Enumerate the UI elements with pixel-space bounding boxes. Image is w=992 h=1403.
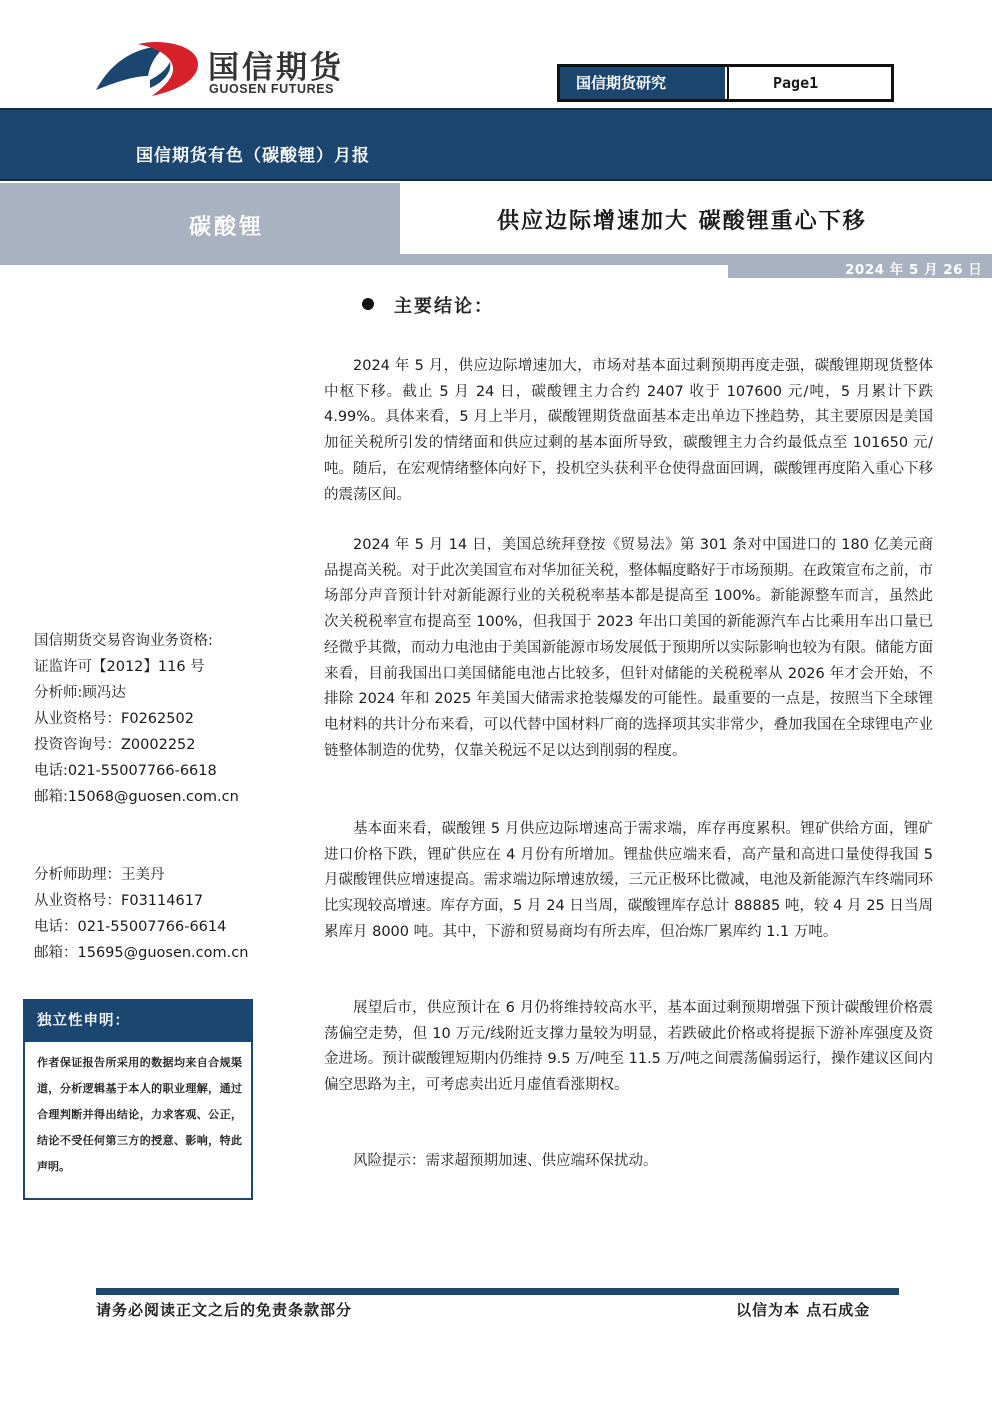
independence-text: 作者保证报告所采用的数据均来自合规渠道，分析逻辑基于本人的职业理解，通过合理判断并得出结论，力求客观、公正，结论不受任何第三方的授意、影响，特此声明。: [37, 1056, 242, 1173]
bullet-icon: [362, 298, 374, 310]
section-title: 主要结论：: [394, 296, 494, 317]
page-number: Page1: [727, 67, 891, 99]
paragraph-fundamentals: 基本面来看，碳酸锂 5 月供应边际增速高于需求端，库存再度累积。锂矿供给方面，锂矿进口价格下跌，锂矿供应在 4 月份有所增加。锂盐供应端来看，高产量和高进口量使得我国 5 月碳酸锂供应增速提高。需求端边际增速放缓，三元正极环比微减，电池及新能源汽车终端同环比实现较高增速。库存方面，5 月 24 日当周，碳酸锂库存总计 88885 吨，较 4 月 25 日当周累库月 8000 吨。其中，下游和贸易商均有所去库，但冶炼厂累库约 1.1 万吨。: [324, 821, 933, 940]
report-headline: 供应边际增速加大 碳酸锂重心下移: [497, 209, 867, 234]
assistant-info: [34, 862, 284, 966]
footer-rule: [96, 1288, 899, 1295]
report-date: 2024 年 5 月 26 日: [845, 262, 983, 278]
assistant-phone: 电话：021-55007766-6614: [34, 919, 227, 935]
logo-text-en: GUOSEN FUTURES: [209, 82, 335, 96]
analyst-name: 分析师:顾冯达: [34, 685, 126, 701]
independence-title: 独立性申明：: [25, 1001, 251, 1042]
license-line: 证监许可【2012】116 号: [34, 659, 205, 675]
disclaimer-note: 请务必阅读正文之后的免责条款部分: [96, 1301, 353, 1319]
paragraph-market-review: 2024 年 5 月，供应边际增速加大，市场对基本面过剩预期再度走强，碳酸锂期现货整体中枢下移。截止 5 月 24 日，碳酸锂主力合约 2407 收于 107600 元/吨，5 月累计下跌 4.99%。具体来看，5 月上半月，碳酸锂期货盘面基本走出单边下挫趋势，其主要原因是美国加征关税所引发的情绪面和供应过剩的基本面所导致，碳酸锂主力合约最低点至 101650 元/吨。随后，在宏观情绪整体向好下，投机空头获利平仓使得盘面回调，碳酸锂再度陷入重心下移的震荡区间。: [324, 358, 933, 503]
analyst-info: [34, 628, 284, 810]
paragraph-outlook: 展望后市，供应预计在 6 月仍将维持较高水平，基本面过剩预期增强下预计碳酸锂价格震荡偏空走势，但 10 万元/线附近支撑力量较为明显，若跌破此价格或将提振下游补库强度及资金进场。预计碳酸锂短期内仍维持 9.5 万/吨至 11.5 万/吨之间震荡偏弱运行，操作建议区间内偏空思路为主，可考虑卖出近月虚值看涨期权。: [324, 1000, 933, 1094]
paragraph-risk: 风险提示：需求超预期加速、供应端环保扰动。: [353, 1153, 658, 1169]
assistant-email: 邮箱：15695@guosen.com.cn: [34, 945, 249, 961]
subject-label: 碳酸锂: [189, 215, 265, 240]
report-series-title: 国信期货有色（碳酸锂）月报: [136, 146, 370, 166]
analyst-advisory: 投资咨询号：Z0002252: [34, 737, 196, 753]
qualification-line: 国信期货交易咨询业务资格:: [34, 633, 213, 649]
assistant-name: 分析师助理：王美丹: [34, 867, 165, 883]
research-tag: 国信期货研究: [560, 67, 725, 99]
guosen-logo-icon: [94, 40, 200, 98]
company-motto: 以信为本 点石成金: [736, 1301, 871, 1319]
analyst-cert: 从业资格号：F0262502: [34, 711, 194, 727]
assistant-cert: 从业资格号：F03114617: [34, 893, 204, 909]
logo-text-cn: 国信期货: [208, 50, 344, 86]
analyst-email: 邮箱:15068@guosen.com.cn: [34, 789, 239, 805]
analyst-phone: 电话:021-55007766-6618: [34, 763, 217, 779]
paragraph-tariff: 2024 年 5 月 14 日，美国总统拜登按《贸易法》第 301 条对中国进口的 180 亿美元商品提高关税。对于此次美国宣布对华加征关税，整体幅度略好于市场预期。在政策宣布之前，市场部分声音预计针对新能源行业的关税税率基本都是提高至 100%。新能源整车而言，虽然此次关税税率宣布提高至 100%，但我国于 2023 年出口美国的新能源汽车占比乘用车出口量已经微乎其微，而动力电池由于美国新能源市场发展低于预期所以实际影响也较为有限。储能方面来看，目前我国出口美国储能电池占比较多，但针对储能的关税税率从 2026 年才会开始，不排除 2024 年和 2025 年美国大储需求抢装爆发的可能性。最重要的一点是，按照当下全球锂电材料的共计分布来看，可以代替中国材料厂商的选择项其实非常少，叠加我国在全球锂电产业链整体制造的优势，仅靠关税远不足以达到削弱的程度。: [324, 537, 933, 759]
